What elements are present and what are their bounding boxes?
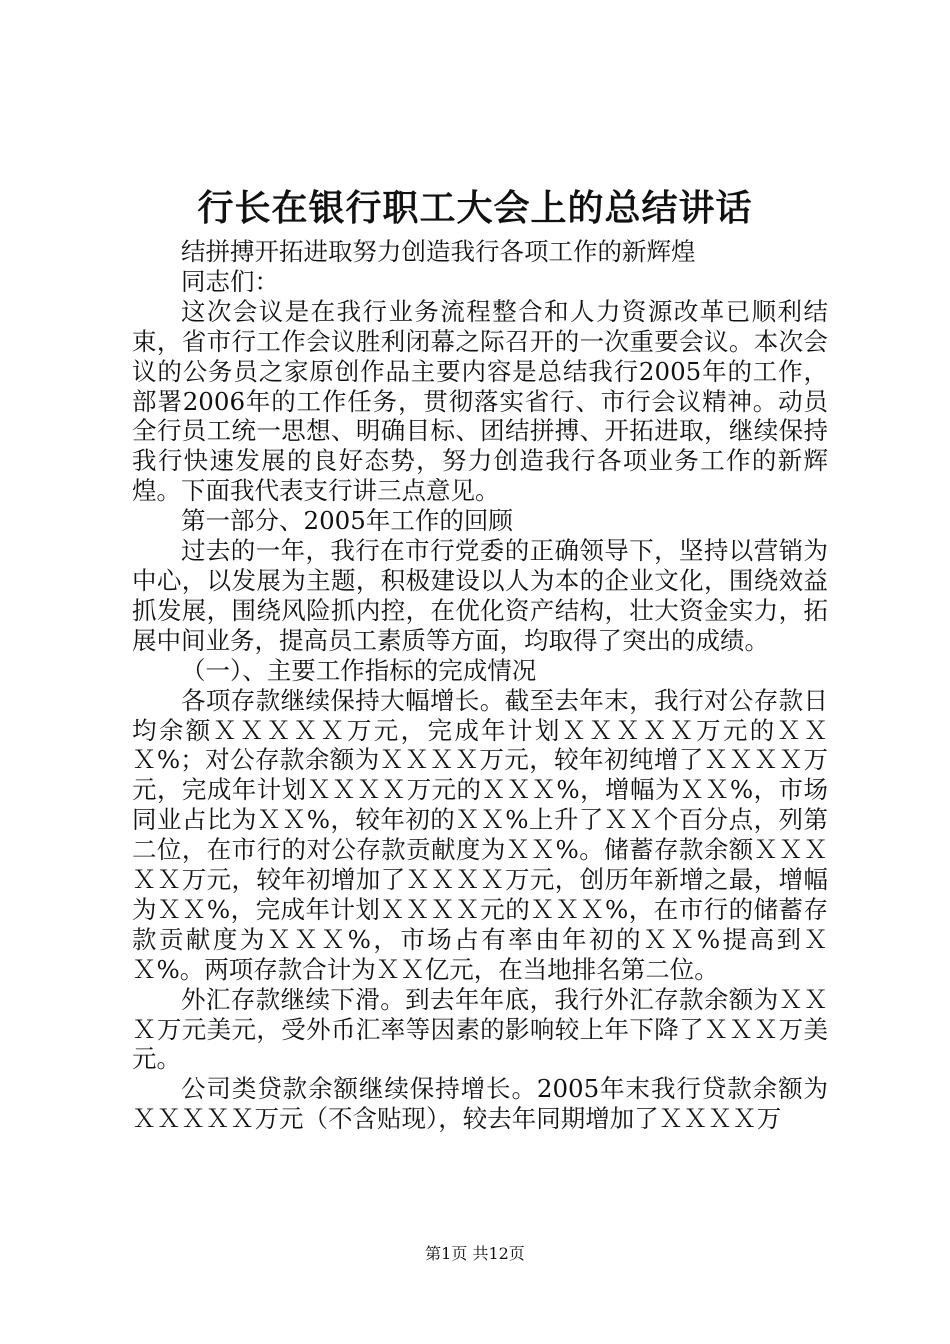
paragraph-deposits: 各项存款继续保持大幅增长。截至去年末，我行对公存款日均余额ＸＸＸＸＸ万元，完成年计划ＸＸＸＸＸ万元的ＸＸＸ%；对公存款余额为ＸＸＸＸ万元，较年初纯增了ＸＸＸＸ万元，完成年计划ＸＸＸＸ万元的ＸＸＸ%，增幅为ＸＸ%，市场同业占比为ＸＸ%，较年初的ＸＸ%上升了ＸＸ个百分点，列第二位，在市行的对公存款贡献度为ＸＸ%。储蓄存款余额ＸＸＸＸＸ万元，较年初增加了ＸＸＸＸ万元，创历年新增之最，增幅为ＸＸ%，完成年计划ＸＸＸＸ元的ＸＸＸ%，在市行的储蓄存款贡献度为ＸＸＸ%，市场占有率由年初的ＸＸ%提高到ＸＸ%。两项存款合计为ＸＸ亿元，在当地排名第二位。 bbox=[132, 685, 828, 984]
paragraph-salutation: 同志们： bbox=[181, 266, 279, 296]
page-footer: 第1页 共12页 bbox=[425, 1244, 525, 1263]
paragraph-review: 过去的一年，我行在市行党委的正确领导下，坚持以营销为中心，以发展为主题，积极建设以人为本的企业文化，围绕效益抓发展，围绕风险抓内控，在优化资产结构，壮大资金实力，拓展中间业务，提高员工素质等方面，均取得了突出的成绩。 bbox=[132, 536, 828, 655]
section-heading: 第一部分、2005年工作的回顾 bbox=[181, 506, 513, 536]
paragraph-intro: 这次会议是在我行业务流程整合和人力资源改革已顺利结束，省市行工作会议胜利闭幕之际召开的一次重要会议。本次会议的公务员之家原创作品主要内容是总结我行2005年的工作，部署2006年的工作任务，贯彻落实省行、市行会议精神。动员全行员工统一思想、明确目标、团结拼搏、开拓进取，继续保持我行快速发展的良好态势，努力创造我行各项业务工作的新辉煌。下面我代表支行讲三点意见。 bbox=[132, 296, 828, 506]
document-body bbox=[132, 237, 828, 1134]
paragraph-foreign-deposits: 外汇存款继续下滑。到去年年底，我行外汇存款余额为ＸＸＸ万元美元，受外币汇率等因素的影响较上年下降了ＸＸＸ万美元。 bbox=[132, 984, 828, 1074]
subsection-heading: （一）、主要工作指标的完成情况 bbox=[181, 655, 537, 685]
document-title: 行长在银行职工大会上的总结讲话 bbox=[197, 187, 753, 229]
paragraph-loans: 公司类贷款余额继续保持增长。2005年末我行贷款余额为ＸＸＸＸＸ万元（不含贴现），较去年同期增加了ＸＸＸＸ万 bbox=[132, 1074, 828, 1134]
paragraph-subtitle: 结拼搏开拓进取努力创造我行各项工作的新辉煌 bbox=[181, 237, 696, 266]
